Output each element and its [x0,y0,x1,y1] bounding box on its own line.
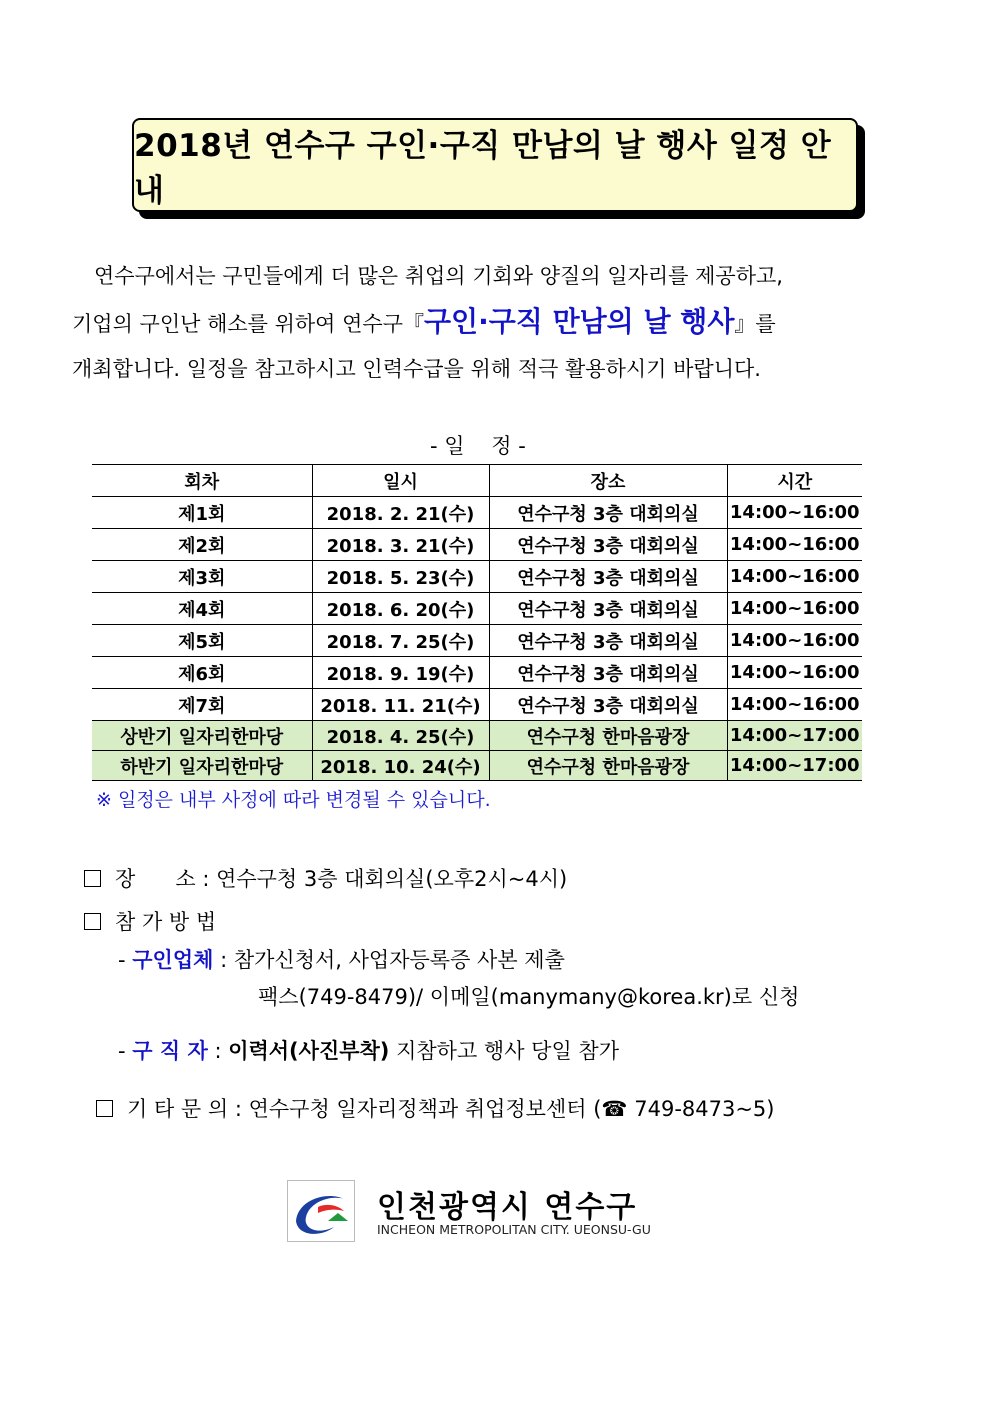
venue-cell: 연수구청 한마음광장 [489,721,727,751]
time-cell: 14:00~16:00 [727,593,862,625]
venue-cell: 연수구청 3층 대회의실 [489,657,727,689]
venue-cell: 연수구청 한마음광장 [489,751,727,781]
date-cell: 2018. 3. 21(수) [312,529,489,561]
table-row [92,657,862,689]
intro-line-3: 개최합니다. 일정을 참고하시고 인력수급을 위해 적극 활용하시기 바랍니다. [72,357,761,381]
header-cell: 시간 [727,465,862,497]
schedule-table [92,464,862,781]
table-row [92,689,862,721]
date-cell: 2018. 6. 20(수) [312,593,489,625]
session-cell: 제1회 [92,497,312,529]
place-line [84,863,567,893]
place-value: : 연수구청 3층 대회의실(오후2시~4시) [202,867,568,891]
table-row-job-fair [92,721,862,751]
intro-paragraph [72,254,902,392]
title-box [132,118,858,212]
session-cell: 제3회 [92,561,312,593]
header-cell: 회차 [92,465,312,497]
method-label: 참 가 방 법 [115,910,217,934]
time-cell: 14:00~16:00 [727,625,862,657]
checkbox-square-icon [84,870,101,887]
table-row [92,625,862,657]
time-cell: 14:00~16:00 [727,689,862,721]
venue-cell: 연수구청 3층 대회의실 [489,593,727,625]
checkbox-square-icon [96,1100,113,1117]
seeker-line [118,1035,619,1065]
session-cell: 제4회 [92,593,312,625]
employer-label: 구인업체 [132,948,214,972]
date-cell: 2018. 11. 21(수) [312,689,489,721]
seeker-document: 이력서(사진부착) [228,1039,390,1063]
seeker-rest: 지참하고 행사 당일 참가 [396,1039,619,1063]
inquiry-label: 기 타 문 의 [127,1097,229,1121]
header-cell: 일시 [312,465,489,497]
table-row [92,561,862,593]
time-cell: 14:00~17:00 [727,721,862,751]
date-cell: 2018. 10. 24(수) [312,751,489,781]
session-cell: 상반기 일자리한마당 [92,721,312,751]
page-title: 2018년 연수구 구인·구직 만남의 날 행사 일정 안내 [134,128,832,209]
table-row [92,593,862,625]
date-cell: 2018. 4. 25(수) [312,721,489,751]
seeker-label: 구 직 자 [132,1039,208,1063]
venue-cell: 연수구청 3층 대회의실 [489,497,727,529]
employer-line [118,944,565,974]
table-row [92,529,862,561]
venue-cell: 연수구청 3층 대회의실 [489,625,727,657]
session-cell: 제5회 [92,625,312,657]
date-cell: 2018. 9. 19(수) [312,657,489,689]
date-cell: 2018. 7. 25(수) [312,625,489,657]
header-cell: 장소 [489,465,727,497]
time-cell: 14:00~16:00 [727,657,862,689]
venue-cell: 연수구청 3층 대회의실 [489,561,727,593]
method-line [84,906,216,936]
intro-line-2-post: 』를 [734,312,776,336]
time-cell: 14:00~16:00 [727,529,862,561]
logo [287,1180,651,1242]
dash-marker: - [118,1039,126,1063]
table-row [92,497,862,529]
intro-line-2-pre: 기업의 구인난 해소를 위하여 연수구『 [72,312,424,336]
checkbox-square-icon [84,913,101,930]
yeonsu-emblem-icon [287,1180,355,1242]
session-cell: 제7회 [92,689,312,721]
logo-name-ko: 인천광역시 연수구 [377,1190,638,1225]
intro-line-1: 연수구에서는 구민들에게 더 많은 취업의 기회와 양질의 일자리를 제공하고, [94,264,783,288]
date-cell: 2018. 2. 21(수) [312,497,489,529]
inquiry-value: : 연수구청 일자리정책과 취업정보센터 (☎ 749-8473~5) [234,1097,775,1121]
time-cell: 14:00~17:00 [727,751,862,781]
venue-cell: 연수구청 3층 대회의실 [489,689,727,721]
place-label: 장 소 [115,867,196,891]
table-row-job-fair [92,751,862,781]
event-name-highlight: 구인·구직 만남의 날 행사 [424,305,735,338]
inquiry-line [96,1093,775,1123]
session-cell: 제2회 [92,529,312,561]
employer-contact: 팩스(749-8479)/ 이메일(manymany@korea.kr)로 신청 [258,985,800,1009]
logo-name-en: INCHEON METROPOLITAN CITY. UEONSU-GU [377,1222,651,1237]
dash-marker: - [118,948,126,972]
seeker-sep: : [214,1039,222,1063]
session-cell: 제6회 [92,657,312,689]
venue-cell: 연수구청 3층 대회의실 [489,529,727,561]
employer-value: : 참가신청서, 사업자등록증 사본 제출 [220,948,565,972]
schedule-note: ※ 일정은 내부 사정에 따라 변경될 수 있습니다. [96,789,491,811]
intro-line-2 [72,299,902,347]
session-cell: 하반기 일자리한마당 [92,751,312,781]
time-cell: 14:00~16:00 [727,497,862,529]
table-header-row [92,465,862,497]
date-cell: 2018. 5. 23(수) [312,561,489,593]
schedule-title: - 일 정 - [430,434,526,458]
time-cell: 14:00~16:00 [727,561,862,593]
